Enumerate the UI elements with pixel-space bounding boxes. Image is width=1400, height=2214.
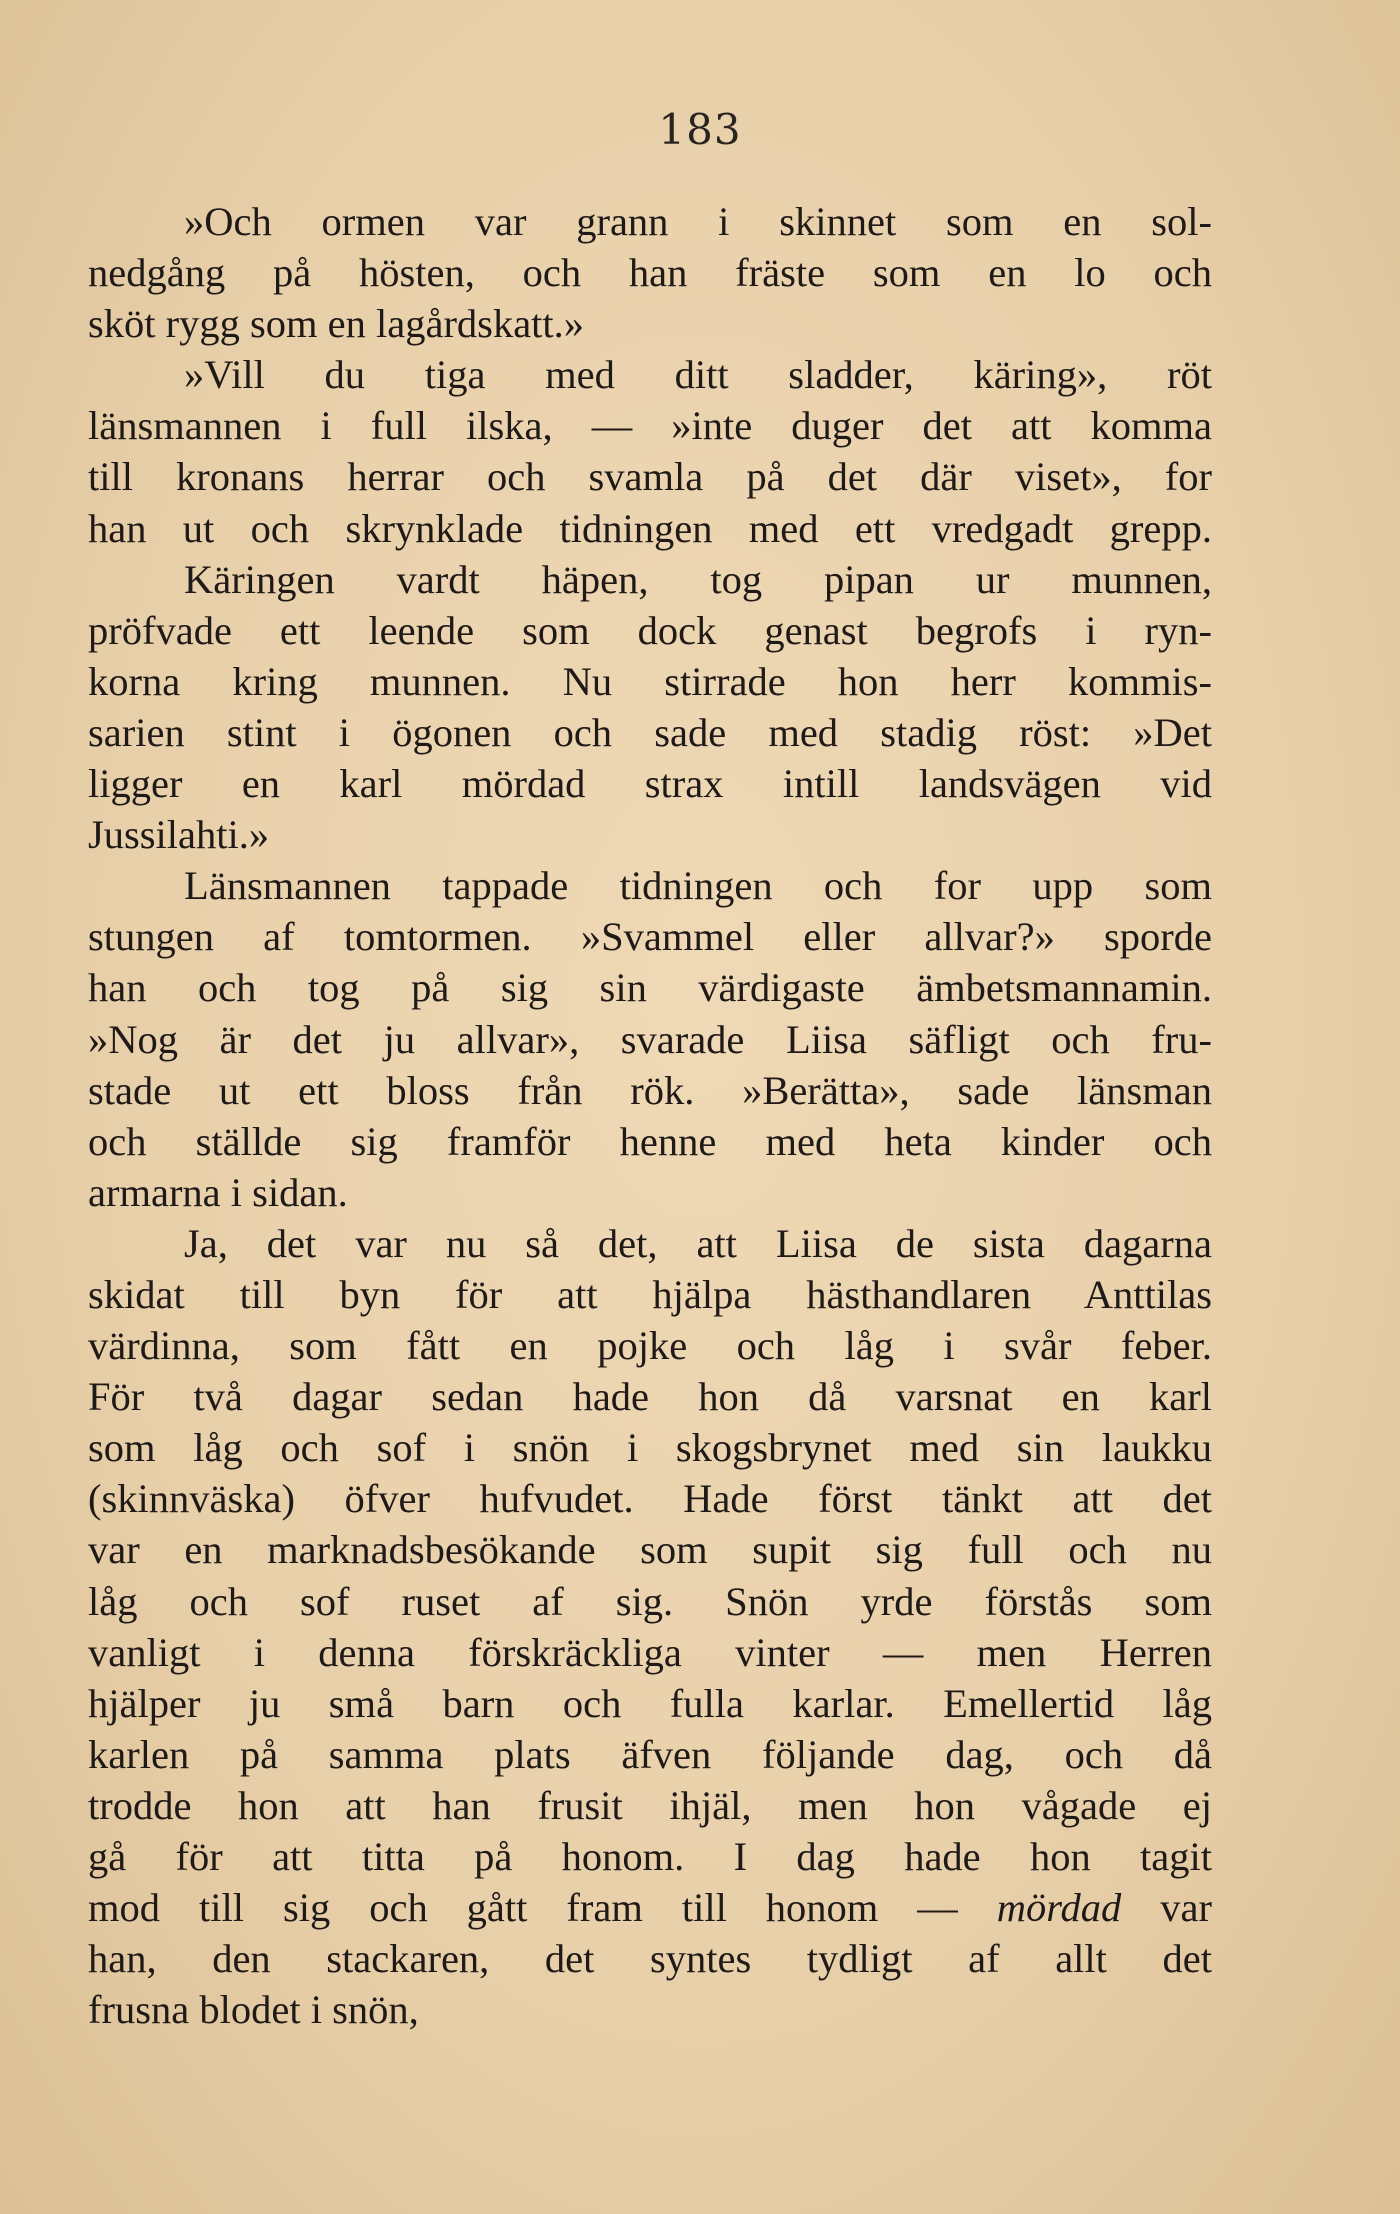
text-line [88,1320,1212,1371]
text-line-content: värdinna, som fått en pojke och låg i svår feber. [88,1323,1212,1369]
text-line-content: han och tog på sig sin värdigaste ämbetsmannamin. [88,965,1212,1011]
text-line [88,503,1212,554]
text-line-content: (skinnväska) öfver hufvudet. Hade först tänkt att det [88,1476,1212,1522]
text-line-content: korna kring munnen. Nu stirrade hon herr kommis- [88,658,1212,704]
text-line-content: han ut och skrynklade tidningen med ett vredgadt grepp. [88,505,1212,551]
text-line-content: stade ut ett bloss från rök. »Berätta», sade länsman [88,1067,1212,1113]
text-line-content: nedgång på hösten, och han fräste som en lo och [88,250,1212,296]
text-line [88,809,1212,860]
text-line-content: vanligt i denna förskräckliga vinter — men Herren [88,1629,1212,1675]
text-line [88,1831,1212,1882]
text-line-content: Käringen vardt häpen, tog pipan ur munnen, [184,556,1212,602]
text-line [88,1627,1212,1678]
text-line [88,1933,1212,1984]
text-line [88,962,1212,1013]
text-line [88,196,1212,247]
text-line [88,554,1212,605]
text-line-content: till kronans herrar och svamla på det där viset», for [88,454,1212,500]
text-line-content: frusna blodet i snön, [88,1987,419,2033]
text-line-content: Ja, det var nu så det, att Liisa de sista dagarna [184,1220,1212,1266]
text-line-content: För två dagar sedan hade hon då varsnat en karl [88,1374,1212,1420]
text-line [88,1269,1212,1320]
text-line-content: stungen af tomtormen. »Svammel eller allvar?» sporde [88,914,1212,960]
text-line [88,1524,1212,1575]
text-line [88,1218,1212,1269]
text-line [88,911,1212,962]
text-line [88,247,1212,298]
text-line [88,1780,1212,1831]
text-line [88,1678,1212,1729]
text-line [88,1371,1212,1422]
text-line-content: karlen på samma plats äfven följande dag, och då [88,1731,1212,1777]
text-line-content: »Vill du tiga med ditt sladder, käring», röt [184,352,1212,398]
text-line-content: sarien stint i ögonen och sade med stadig röst: »Det [88,709,1212,755]
text-line [88,758,1212,809]
text-line-tail: var [1160,1885,1212,1931]
text-line-content: skidat till byn för att hjälpa hästhandlaren Anttilas [88,1271,1212,1317]
text-line-content: han, den stackaren, det syntes tydligt af allt det [88,1936,1212,1982]
text-line-content: Länsmannen tappade tidningen och for upp som [184,863,1212,909]
text-line-content: armarna i sidan. [88,1169,348,1215]
text-line [88,1422,1212,1473]
text-line [88,1984,1212,2035]
page-number: 183 [658,105,742,154]
text-line-content: pröfvade ett leende som dock genast begrofs i ryn- [88,607,1212,653]
text-line-content: hjälper ju små barn och fulla karlar. Emellertid låg [88,1680,1212,1726]
emphasized-word: mördad [996,1885,1122,1931]
text-line [88,1882,1212,1933]
text-line [88,1473,1212,1524]
text-line [88,656,1212,707]
text-line [88,298,1212,349]
text-line [88,1167,1212,1218]
text-line-content: »Nog är det ju allvar», svarade Liisa säfligt och fru- [88,1016,1212,1062]
text-line-content: var en marknadsbesökande som supit sig full och nu [88,1527,1212,1573]
text-line [88,1116,1212,1167]
text-line [88,1065,1212,1116]
text-line-content: låg och sof ruset af sig. Snön yrde förstås som [88,1578,1212,1624]
text-line [88,605,1212,656]
text-line [88,1729,1212,1780]
text-line [88,400,1212,451]
text-line-content: som låg och sof i snön i skogsbrynet med sin laukku [88,1425,1212,1471]
text-line [88,451,1212,502]
text-line [88,349,1212,400]
text-line-content: länsmannen i full ilska, — »inte duger det att komma [88,403,1212,449]
text-line [88,860,1212,911]
text-line-content: mod till sig och gått fram till honom — [88,1885,958,1931]
text-line-content: gå för att titta på honom. I dag hade hon tagit [88,1834,1212,1879]
text-line [88,1576,1212,1627]
text-line-content: och ställde sig framför henne med heta kinder och [88,1118,1212,1164]
text-line-content: Jussilahti.» [88,812,270,858]
text-line-content: trodde hon att han frusit ihjäl, men hon vågade ej [88,1782,1212,1828]
text-line [88,707,1212,758]
text-line [88,1014,1212,1065]
text-line-content: »Och ormen var grann i skinnet som en sol- [184,199,1212,244]
text-line-content: ligger en karl mördad strax intill landsvägen vid [88,761,1212,807]
text-line-content: sköt rygg som en lagårdskatt.» [88,301,585,347]
body-text [88,196,1212,2035]
